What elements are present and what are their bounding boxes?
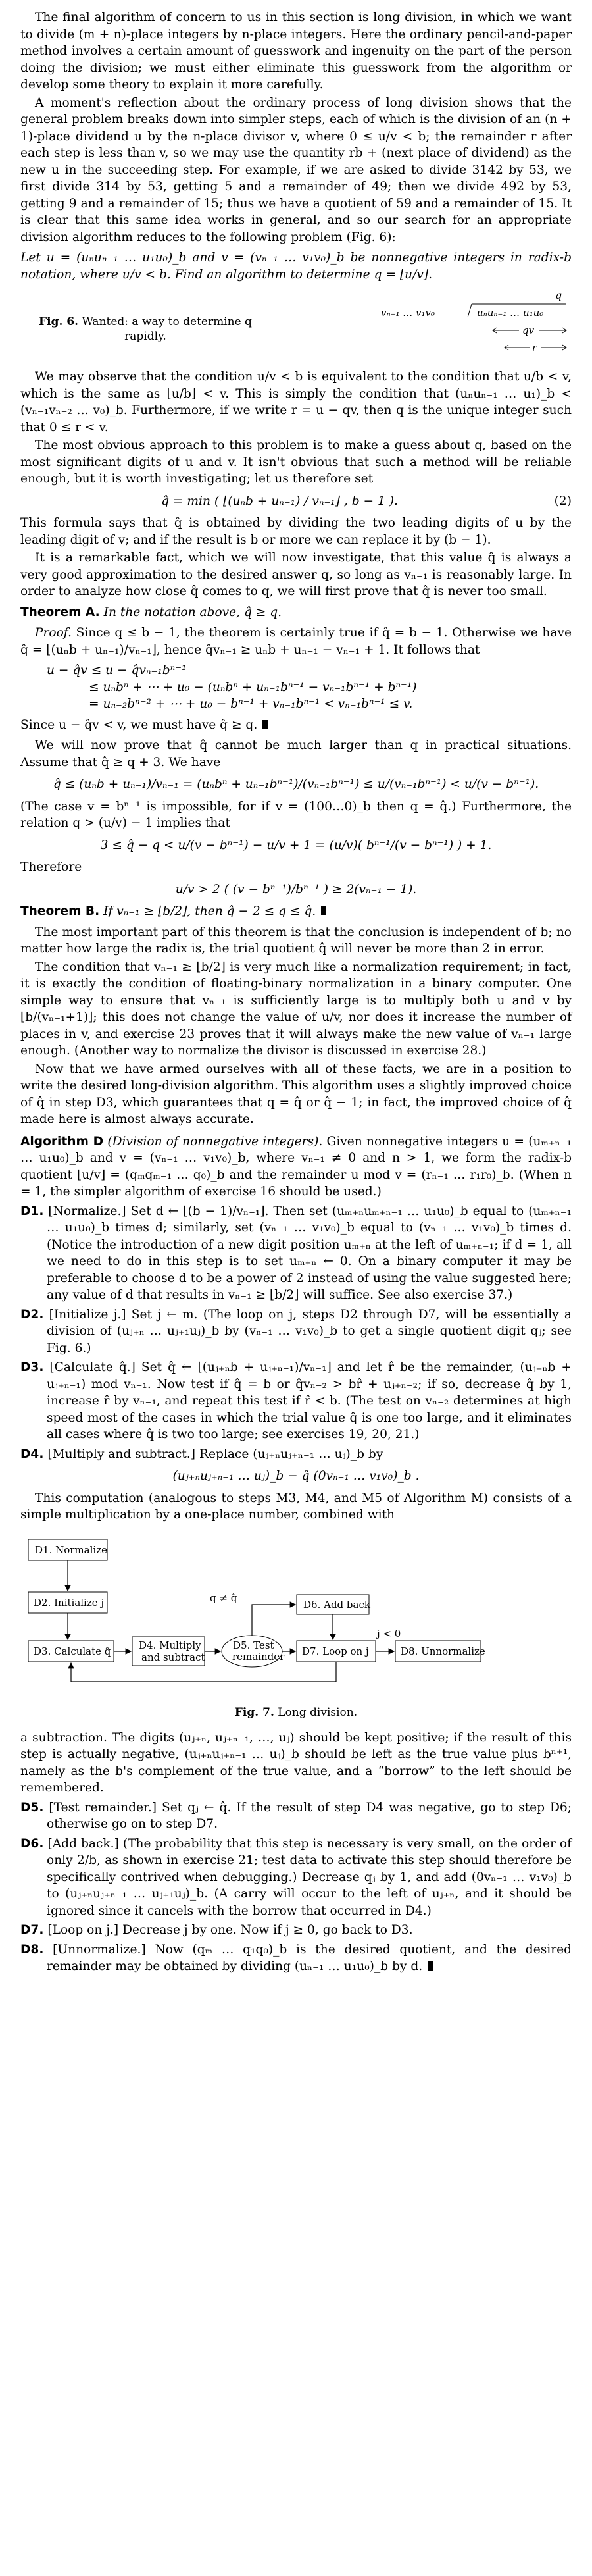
equation-bound-2: 3 ≤ q̂ − q < u/(v − bⁿ⁻¹) − u/v + 1 = (u/v)( bⁿ⁻¹/(v − bⁿ⁻¹) ) + 1.: [100, 838, 492, 852]
flow-label-d5a: D5. Test: [233, 1639, 274, 1651]
step-d4-id: D4.: [20, 1447, 44, 1461]
figure-6: [20, 288, 572, 361]
equation-d4: (uⱼ₊ₙuⱼ₊ₙ₋₁ … uⱼ)_b − q̂ (0vₙ₋₁ … v₁v₀)_b .: [172, 1469, 420, 1483]
theorem-b: [20, 903, 572, 920]
paragraph-intro: The final algorithm of concern to us in this section is long division, in which we want to divide (m + n)-place integers by n-place integers. Here the ordinary pencil-and-paper method involves a certain amount of guesswork and ingenuity on the part of the person doing the division; we must either eliminate this guesswork from the algorithm or develop some theory to explain it more carefully.: [20, 11, 572, 91]
step-d5: [20, 1799, 572, 1833]
algorithm-d: [20, 1133, 572, 1200]
flow-label-j-lt: j < 0: [377, 1627, 401, 1639]
flow-label-d5b: remainder: [232, 1650, 285, 1662]
proof-a-conclusion-text: Since u − q̂v < v, we must have q̂ ≥ q.: [20, 717, 258, 732]
step-d4: [20, 1446, 572, 1463]
fig6-r: r: [532, 342, 537, 353]
step-d2: [20, 1306, 572, 1357]
proof-label: Proof.: [35, 626, 72, 640]
step-d5-id: D5.: [20, 1800, 44, 1815]
steps-list-1: [20, 1203, 572, 1463]
step-d5-text: Set qⱼ ← q̂. If the result of step D4 was negative, go to step D6; otherwise go on to step D7.: [47, 1800, 572, 1831]
paragraph-reflection: A moment's reflection about the ordinary process of long division shows that the general problem breaks down into simpler steps, each of which is the division of an (n + 1)-place dividend u by the n-place divisor v, where 0 ≤ u/v < b; the remainder r after each step is less than v, so we may use the quantity rb + (next place of dividend) as the new u in the succeeding step. For example, if we are asked to divide 3142 by 53, we first divide 314 by 53, getting 5 and a remainder of 49; then we divide 492 by 53, getting 9 and a remainder of 15; thus we have a quotient of 59 and a remainder of 15. It is clear that this same idea works in general, and so our search for an appropriate division algorithm reduces to the following problem (Fig. 6):: [20, 95, 572, 244]
steps-list-2: [20, 1799, 572, 1975]
figure-7-label: Fig. 7.: [234, 1706, 274, 1719]
paragraph-analogous: This computation (analogous to steps M3, M4, and M5 of Algorithm M) consists of a simple multiplication by a one-place number, combined with: [20, 1491, 572, 1522]
step-d6: [20, 1836, 572, 1920]
proof-a-inequalities: [47, 662, 572, 713]
step-d8: [20, 1942, 572, 1975]
step-d3-title: [Calculate q̂.]: [49, 1360, 136, 1374]
theorem-b-text: If vₙ₋₁ ≥ ⌊b/2⌋, then q̂ − 2 ≤ q ≤ q̂.: [103, 904, 316, 918]
paragraph-case: (The case v = bⁿ⁻¹ is impossible, for if v = (100…0)_b then q = q̂.) Furthermore, the relation q > (u/v) − 1 implies that: [20, 799, 572, 830]
problem-statement: Let u = (uₙuₙ₋₁ … u₁u₀)_b and v = (vₙ₋₁ … v₁v₀)_b be nonnegative integers in radix-b notation, where u/v < b. Find an algorithm to determine q = ⌊u/v⌋.: [20, 251, 572, 282]
step-d6-title: [Add back.]: [47, 1836, 119, 1851]
proof-a-text: Since q ≤ b − 1, the theorem is certainly true if q̂ = b − 1. Otherwise we have q̂ = ⌊(uₙb + uₙ₋₁)/vₙ₋₁⌋, hence q̂vₙ₋₁ ≥ uₙb + uₙ₋₁ − vₙ₋₁ + 1. It follows that: [20, 626, 572, 657]
step-d7-title: [Loop on j.]: [47, 1923, 119, 1937]
step-d1: [20, 1203, 572, 1304]
flow-label-d2: D2. Initialize j: [34, 1596, 105, 1609]
step-d2-id: D2.: [20, 1307, 44, 1322]
qed-mark: [262, 720, 268, 729]
fig6-qv: qv: [522, 324, 535, 336]
step-d1-id: D1.: [20, 1204, 44, 1218]
equation-2-number: (2): [554, 494, 572, 508]
flow-label-d6: D6. Add back: [303, 1598, 370, 1610]
step-d6-text: (The probability that this step is necessary is very small, on the order of only 2/b, as shown in exercise 21; test data to activate this step should therefore be specifically contrived when debugging.) Decrease qⱼ by 1, and add (0vₙ₋₁ … v₁v₀)_b to (uⱼ₊ₙuⱼ₊ₙ₋₁ … uⱼ₊₁uⱼ)_b. (A carry will occur to the left of uⱼ₊ₙ, and it should be ignored since it cancels with the borrow that occurred in D4.): [47, 1836, 572, 1918]
step-d8-text: Now (qₘ … q₁q₀)_b is the desired quotient, and the desired remainder may be obtained by dividing (uₙ₋₁ … u₁u₀)_b by d.: [47, 1942, 572, 1973]
proof-a: [20, 625, 572, 658]
proof-a-conclusion: [20, 717, 572, 734]
paragraph-important: The most important part of this theorem is that the conclusion is independent of b; no matter how large the radix is, the trial quotient q̂ will never be more than 2 in error.: [20, 925, 572, 956]
paragraph-normalization: The condition that vₙ₋₁ ≥ ⌊b/2⌋ is very much like a normalization requirement; in fact, it is exactly the condition of floating-binary normalization in a binary computer. One simple way to ensure that vₙ₋₁ is sufficiently large is to multiply both u and v by ⌊b/(vₙ₋₁+1)⌋; this does not change the value of u/v, nor does it increase the number of places in v, and exercise 23 proves that it will always make the new value of vₙ₋₁ large enough. (Another way to normalize the divisor is discussed in exercise 28.): [20, 960, 572, 1058]
step-d5-title: [Test remainder.]: [49, 1800, 157, 1815]
theorem-b-label: Theorem B.: [20, 904, 100, 918]
flow-label-d4a: D4. Multiply: [139, 1639, 201, 1651]
step-d7-text: Decrease j by one. Now if j ≥ 0, go back to D3.: [122, 1923, 413, 1937]
paragraph-remarkable: It is a remarkable fact, which we will now investigate, that this value q̂ is always a very good approximation to the desired answer q, so long as vₙ₋₁ is reasonably large. In order to analyze how close q̂ comes to q, we will first prove that q̂ is never too small.: [20, 551, 572, 598]
equation-bound-1: q̂ ≤ (uₙb + uₙ₋₁)/vₙ₋₁ = (uₙbⁿ + uₙ₋₁bⁿ⁻¹)/(vₙ₋₁bⁿ⁻¹) ≤ u/(vₙ₋₁bⁿ⁻¹) < u/(v − bⁿ⁻¹).: [53, 777, 539, 791]
proof-line-2: ≤ uₙbⁿ + ⋯ + u₀ − (uₙbⁿ + uₙ₋₁bⁿ⁻¹ − vₙ₋₁bⁿ⁻¹ + bⁿ⁻¹): [89, 680, 417, 694]
step-d8-id: D8.: [20, 1942, 44, 1957]
equation-2: [20, 493, 572, 510]
step-d2-title: [Initialize j.]: [49, 1307, 126, 1322]
algorithm-d-text: Given nonnegative integers u = (uₘ₊ₙ₋₁ … u₁u₀)_b and v = (vₙ₋₁ … v₁v₀)_b, where vₙ₋₁ ≠ 0 and n > 1, we form the radix-b quotient ⌊u/v⌋ = (qₘqₘ₋₁ … q₀)_b and the remainder u mod v = (rₙ₋₁ … r₁r₀)_b. (When n = 1, the simpler algorithm of exercise 16 should be used.): [20, 1134, 572, 1198]
step-d3-text: Set q̂ ← ⌊(uⱼ₊ₙb + uⱼ₊ₙ₋₁)/vₙ₋₁⌋ and let r̂ be the remainder, (uⱼ₊ₙb + uⱼ₊ₙ₋₁) mod vₙ₋₁. Now test if q̂ = b or q̂vₙ₋₂ > br̂ + uⱼ₊ₙ₋₂; if so, decrease q̂ by 1, increase r̂ by vₙ₋₁, and repeat this test if r̂ < b. (The test on vₙ₋₂ determines at high speed most of the cases in which the trial value q̂ is one too large, and it eliminates all cases where q̂ is two too large; see exercises 19, 20, 21.): [47, 1360, 572, 1441]
proof-line-1: u − q̂v ≤ u − q̂vₙ₋₁bⁿ⁻¹: [47, 663, 187, 677]
step-d8-title: [Unnormalize.]: [53, 1942, 146, 1957]
figure-6-caption: [20, 315, 270, 344]
step-d4-title: [Multiply and subtract.]: [47, 1447, 196, 1461]
algorithm-d-label: Algorithm D: [20, 1134, 104, 1148]
flow-label-d7: D7. Loop on j: [302, 1645, 369, 1657]
step-d6-id: D6.: [20, 1836, 44, 1851]
qed-mark-b: [321, 906, 326, 915]
figure-6-text: Wanted: a way to determine q rapidly.: [82, 315, 252, 343]
theorem-a-label: Theorem A.: [20, 605, 100, 619]
step-d3-id: D3.: [20, 1360, 44, 1374]
proof-line-3: = uₙ₋₂bⁿ⁻² + ⋯ + u₀ − bⁿ⁻¹ + vₙ₋₁bⁿ⁻¹ < vₙ₋₁bⁿ⁻¹ ≤ v.: [89, 697, 413, 711]
fig6-q-label: q: [555, 289, 562, 301]
flow-label-d4b: and subtract: [141, 1651, 205, 1663]
step-d4-text: Replace (uⱼ₊ₙuⱼ₊ₙ₋₁ … uⱼ)_b by: [199, 1447, 383, 1461]
paragraph-condition: We may observe that the condition u/v < b is equivalent to the condition that u/b < v, which is the same as ⌊u/b⌋ < v. This is simply the condition that (uₙuₙ₋₁ … u₁)_b < (vₙ₋₁vₙ₋₂ … v₀)_b. Furthermore, if we write r = u − qv, then q is the unique integer such that 0 ≤ r < v.: [20, 370, 572, 434]
figure-7-caption: [20, 1705, 572, 1722]
paragraph-armed: Now that we have armed ourselves with all of these facts, we are in a position to write the desired long-division algorithm. This algorithm uses a slightly improved choice of q̂ in step D3, which guarantees that q = q̂ or q̂ − 1; in fact, the improved choice of q̂ made here is almost always accurate.: [20, 1062, 572, 1126]
paragraph-approach: The most obvious approach to this problem is to make a guess about q, based on the most significant digits of u and v. It isn't obvious that such a method will be reliable enough, but it is worth investigating; let us therefore set: [20, 438, 572, 486]
fig6-dividend: uₙuₙ₋₁ … u₁u₀: [477, 307, 544, 319]
theorem-a-text: In the notation above, q̂ ≥ q.: [103, 605, 282, 619]
step-d1-text: Set d ← ⌊(b − 1)/vₙ₋₁⌋. Then set (uₘ₊ₙuₘ₊ₙ₋₁ … u₁u₀)_b equal to (uₘ₊ₙ₋₁ … u₁u₀)_b times d; similarly, set (vₙ₋₁ … v₁v₀)_b equal to (vₙ₋₁ … v₁v₀)_b times d. (Notice the introduction of a new digit position uₘ₊ₙ at the left of uₘ₊ₙ₋₁; if d = 1, all we need to do in this step is to set uₘ₊ₙ ← 0. On a binary computer it may be preferable to choose d to be a power of 2 instead of using the value suggested here; any value of d that results in vₙ₋₁ ≥ ⌊b/2⌋ will suffice. See also exercise 37.): [47, 1204, 572, 1302]
theorem-a: [20, 604, 572, 621]
step-d2-text: Set j ← m. (The loop on j, steps D2 through D7, will be essentially a division of (uⱼ₊ₙ … uⱼ₊₁uⱼ)_b by (vₙ₋₁ … v₁v₀)_b to get a single quotient digit qⱼ; see Fig. 6.): [47, 1307, 572, 1355]
paragraph-upper-bound: We will now prove that q̂ cannot be much larger than q in practical situations. Assume that q̂ ≥ q + 3. We have: [20, 738, 572, 769]
figure-6-diagram: [295, 288, 572, 361]
algorithm-d-title: (Division of nonnegative integers).: [107, 1134, 323, 1148]
step-d3: [20, 1359, 572, 1443]
paragraph-formula-explained: This formula says that q̂ is obtained by dividing the two leading digits of u by the leading digit of v; and if the result is b or more we can replace it by (b − 1).: [20, 516, 572, 547]
paragraph-therefore: Therefore: [20, 860, 82, 874]
page: [20, 0, 572, 1991]
qed-mark-d: [428, 1961, 433, 1971]
figure-6-label: Fig. 6.: [39, 315, 79, 328]
equation-bound-3: u/v > 2 ( (v − bⁿ⁻¹)/bⁿ⁻¹ ) ≥ 2(vₙ₋₁ − 1).: [175, 882, 417, 896]
step-d7-id: D7.: [20, 1923, 44, 1937]
step-d7: [20, 1922, 572, 1939]
flow-label-d8: D8. Unnormalize: [401, 1645, 485, 1657]
paragraph-subtraction: a subtraction. The digits (uⱼ₊ₙ, uⱼ₊ₙ₋₁, …, uⱼ) should be kept positive; if the result of this step is actually negative, (uⱼ₊ₙuⱼ₊ₙ₋₁ … uⱼ)_b should be left as the true value plus bⁿ⁺¹, namely as the b's complement of the true value, and a “borrow” to the left should be remembered.: [20, 1730, 572, 1795]
figure-7-text: Long division.: [278, 1706, 358, 1719]
flow-label-q-ne: q ≠ q̂: [210, 1591, 237, 1604]
equation-qhat: q̂ = min ( ⌊(uₙb + uₙ₋₁) / vₙ₋₁⌋ , b − 1 ).: [161, 494, 398, 508]
step-d1-title: [Normalize.]: [48, 1204, 126, 1218]
flow-label-d3: D3. Calculate q̂: [34, 1645, 111, 1657]
flow-label-d1: D1. Normalize: [35, 1543, 107, 1556]
fig6-divisor: vₙ₋₁ … v₁v₀: [381, 307, 435, 319]
flowchart: [20, 1532, 572, 1696]
